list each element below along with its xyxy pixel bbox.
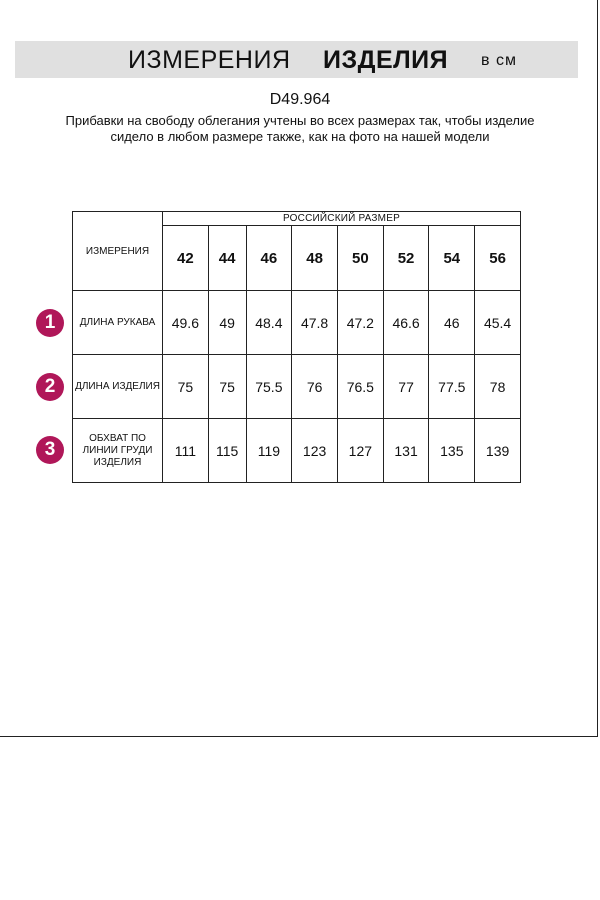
table-cell: 77.5 (429, 355, 475, 419)
row-label: ДЛИНА РУКАВА (73, 291, 163, 355)
table-cell: 46.6 (383, 291, 429, 355)
size-header: 54 (429, 226, 475, 291)
title-word-measurements: ИЗМЕРЕНИЯ (128, 46, 291, 74)
title-word-item: ИЗДЕЛИЯ (323, 46, 449, 74)
title-bar (15, 41, 578, 78)
table-cell: 46 (429, 291, 475, 355)
size-header: 44 (208, 226, 246, 291)
table-cell: 78 (475, 355, 521, 419)
table-cell: 76.5 (337, 355, 383, 419)
title-unit: в см (481, 52, 517, 69)
table-cell: 76 (292, 355, 338, 419)
size-header: 56 (475, 226, 521, 291)
table-cell: 123 (292, 419, 338, 483)
table-cell: 135 (429, 419, 475, 483)
size-header: 42 (163, 226, 209, 291)
table-cell: 119 (246, 419, 292, 483)
size-group-header: РОССИЙСКИЙ РАЗМЕР (163, 212, 521, 226)
size-header: 46 (246, 226, 292, 291)
table-cell: 75 (208, 355, 246, 419)
row-label: ДЛИНА ИЗДЕЛИЯ (73, 355, 163, 419)
table-row (73, 419, 521, 483)
table-cell: 111 (163, 419, 209, 483)
table-cell: 75.5 (246, 355, 292, 419)
table-cell: 75 (163, 355, 209, 419)
size-header: 48 (292, 226, 338, 291)
fit-note: Прибавки на свободу облегания учтены во всех размерах так, чтобы изделие сидело в любом размере также, как на фото на нашей модели (65, 113, 535, 144)
table-cell: 77 (383, 355, 429, 419)
row-badge-1: 1 (36, 309, 64, 337)
table-cell: 127 (337, 419, 383, 483)
table-cell: 48.4 (246, 291, 292, 355)
article-code: D49.964 (269, 91, 331, 108)
table-cell: 49.6 (163, 291, 209, 355)
row-badge-2: 2 (36, 373, 64, 401)
table-cell: 49 (208, 291, 246, 355)
size-table (72, 211, 521, 483)
table-cell: 131 (383, 419, 429, 483)
table-cell: 115 (208, 419, 246, 483)
row-badge-3: 3 (36, 436, 64, 464)
table-row (73, 291, 521, 355)
table-row (73, 355, 521, 419)
table-cell: 47.8 (292, 291, 338, 355)
table-cell: 139 (475, 419, 521, 483)
row-label: ОБХВАТ ПО ЛИНИИ ГРУДИ ИЗДЕЛИЯ (73, 419, 163, 483)
size-header: 52 (383, 226, 429, 291)
table-cell: 45.4 (475, 291, 521, 355)
size-header: 50 (337, 226, 383, 291)
measurements-header: ИЗМЕРЕНИЯ (73, 212, 163, 291)
table-cell: 47.2 (337, 291, 383, 355)
